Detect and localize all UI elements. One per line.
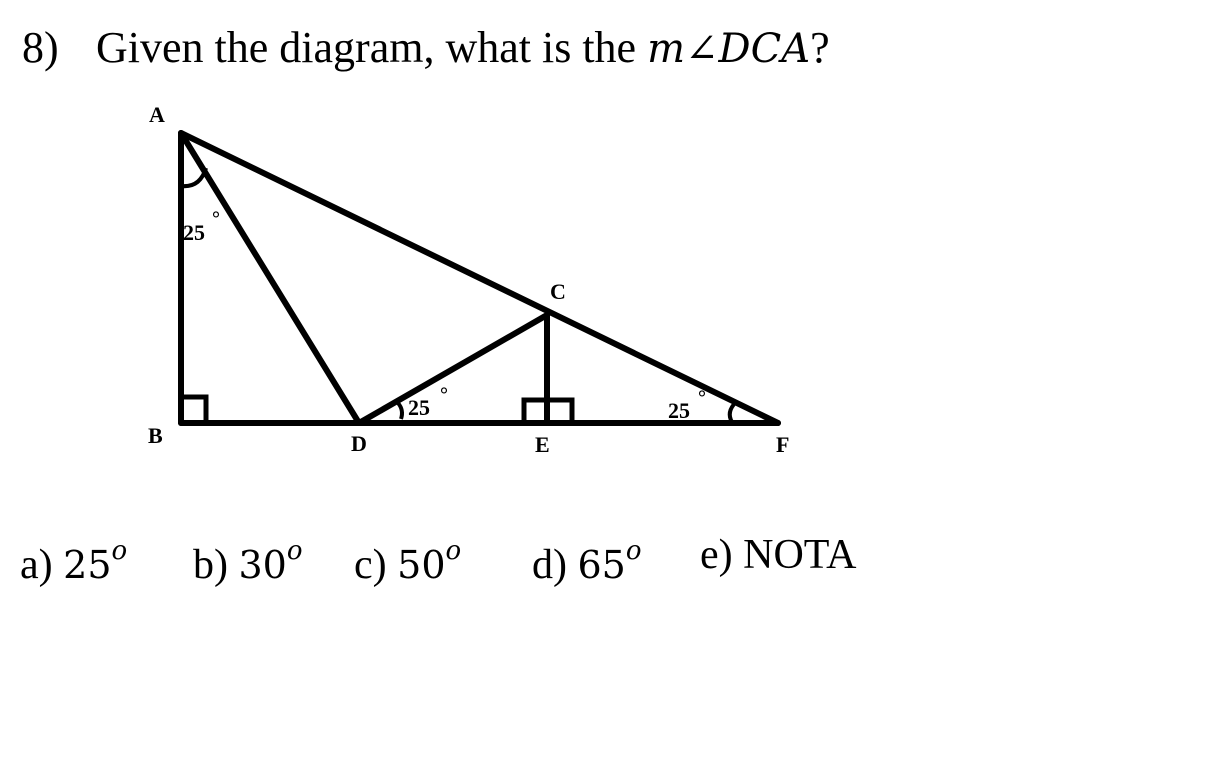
angle-label-BAD: 25	[183, 220, 205, 245]
choice-degree-mark: o	[625, 536, 642, 566]
choice-value: NOTA	[743, 532, 857, 578]
choice-e[interactable]	[700, 527, 856, 583]
right-angle-marker-B	[181, 397, 206, 423]
question-angle-expression: m∠DCA	[647, 26, 811, 72]
point-label-F: F	[776, 432, 790, 457]
choice-letter: c)	[354, 542, 387, 588]
segment-DC	[359, 315, 547, 423]
right-angle-marker-E-right	[547, 400, 572, 423]
choice-letter: d)	[532, 542, 567, 588]
angle-label-CDE: 25	[408, 395, 430, 420]
choice-b[interactable]	[193, 527, 303, 593]
question-number: 8)	[22, 23, 59, 72]
choice-value: 30	[238, 543, 287, 587]
angle-degree-CFE: °	[698, 387, 706, 409]
choice-c[interactable]	[354, 527, 461, 593]
angle-label-CFE: 25	[668, 398, 690, 423]
point-label-C: C	[550, 279, 566, 304]
angle-degree-CDE: °	[440, 384, 448, 406]
question-prefix: Given the diagram, what is the	[96, 23, 648, 72]
choice-d[interactable]	[532, 527, 642, 593]
choice-value: 50	[397, 543, 446, 587]
angle-degree-BAD: °	[212, 208, 220, 230]
choice-letter: a)	[20, 542, 53, 588]
choice-value: 65	[577, 543, 626, 587]
point-label-E: E	[535, 432, 550, 457]
choice-letter: e)	[700, 532, 733, 578]
choice-letter: b)	[193, 542, 228, 588]
right-angle-marker-E-left	[524, 400, 547, 423]
angle-arc-F	[730, 402, 736, 422]
point-label-A: A	[149, 102, 165, 127]
point-label-B: B	[148, 423, 163, 448]
choice-degree-mark: o	[111, 536, 128, 566]
angle-arc-D	[398, 403, 402, 419]
question-suffix: ?	[810, 23, 830, 72]
point-label-D: D	[351, 431, 367, 456]
choice-value: 25	[63, 543, 112, 587]
choice-degree-mark: o	[445, 536, 462, 566]
choice-degree-mark: o	[286, 536, 303, 566]
choice-a[interactable]	[20, 527, 127, 593]
